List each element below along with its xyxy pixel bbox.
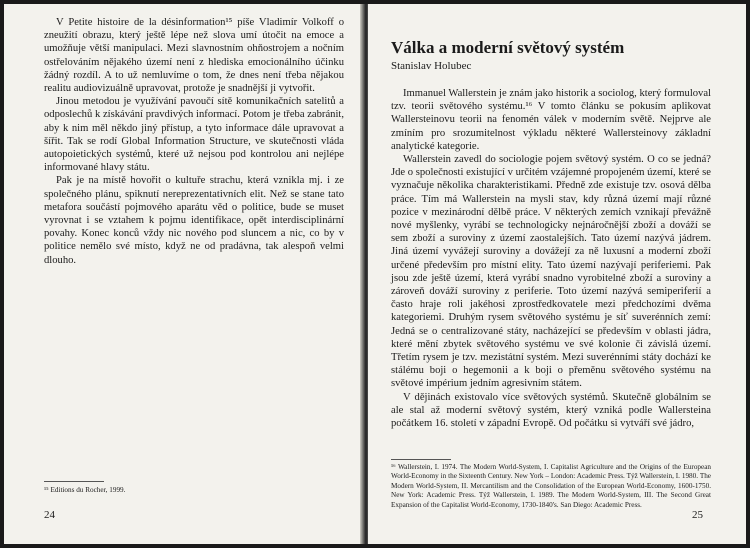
right-footnote-rule	[391, 459, 451, 460]
article-author: Stanislav Holubec	[391, 60, 472, 72]
left-paragraph-3: Pak je na místě hovořit o kultuře strachu, která vznikla mj. i ze společného plánu, spiknutí nereprezentativních elit. Než se stane tato metafora součástí pojmového aparátu věd o politice, bude se muset vyrovnat i se vztahem k pojmu identifikace, opět interdisciplinární povahy. Konec konců vždy nic nového pod sluncem a nic, co by v politice nemělo své místo, když ne od pradávna, tak alespoň velmi dlouho.	[44, 175, 344, 266]
right-paragraph-3: V dějinách existovalo více světových systémů. Skutečně globálním se ale stal až moderní světový systém, který vzniká podle Wallersteina počátkem 16. století v západní Evropě. Od počátku si vytváří své jádro,	[391, 391, 711, 430]
left-paragraph-2: Jinou metodou je využívání pavoučí sítě komunikačních satelitů a odposlechů k získávání pravdivých informací. Potom je třeba zabránit, aby k nim měl někdo jiný přístup, a tyto informace dále upravovat a šířit. Tak se rodí Global Information Structure, ve skutečnosti vláda autopoietických systémů, které už nejsou pod kontrolou ani nejlépe informované hlavy státu.	[44, 96, 344, 174]
right-page-number: 25	[692, 509, 703, 521]
left-page-number: 24	[44, 509, 55, 521]
right-page	[368, 4, 746, 544]
right-body-text	[391, 87, 711, 430]
left-paragraph-1: V Petite histoire de la désinformation¹⁵ píše Vladimír Volkoff o zneužití obrazu, který ještě lépe než slova umí útočit na emoce a umožňuje větší manipulaci. Mezi slavnostním ohňostrojem a nočním ostřelováním nějakého území není z hlediska emocionálního účinku žádný rozdíl. A to už nemluvíme o tom, že dnes není třeba nějakou realitu audiovizuálně upravovat, protože je snadnější ji vytvořit.	[44, 17, 344, 95]
left-footnote-rule	[44, 481, 104, 482]
article-title: Válka a moderní světový systém	[391, 38, 625, 57]
left-body-text	[44, 16, 344, 267]
left-footnote: ¹⁵ Editions du Rocher, 1999.	[44, 486, 126, 494]
left-page	[4, 4, 364, 544]
right-paragraph-1: Immanuel Wallerstein je znám jako historik a sociolog, který formuloval tzv. teorii světového systému.¹⁶ V tomto článku se pokusím aplikovat Wallersteinovu teorii na fenomén válek v moderním světě. Nejprve ale zmíním pro srozumitelnost výkladu některé Wallersteinovy základní analytické kategorie.	[391, 88, 711, 152]
right-paragraph-2: Wallerstein zavedl do sociologie pojem světový systém. O co se jedná? Jde o společnosti existující v určitém vzájemné propojeném území, které se vyznačuje několika charakteristikami. Předně zde existuje tzv. osová dělba práce. Tím má Wallerstein na mysli stav, kdy různá území mají různé pozice v mezinárodní dělbě práce. V některých zemích vznikají převážně nové myšlenky, vyrábí se technologicky nejnáročnější zboží a dováží se sem zboží a suroviny z území zaostalejších. Tato území nazývá jádrem. Jiná území vyvážejí suroviny a dovážejí za ně luxusní a moderní zboží určené především pro místní elity. Tato území nazývají periferiemi. Pak jsou zde ještě území, která vyrábí snadno vyrobitelné zboží a suroviny a zároveň dováží suroviny z periferie. Toto území nazývá semiperiferií a často hraje roli jakéhosi zprostředkovatele mezi předchozími dvěma kategoriemi. Druhým rysem světového systému je síť suverénních zemí: Jedná se o centralizované státy, nacházející se především v oblasti jádra, které mění zbytek světového systému ve své kolonie či závislá území. Třetím rysem je tzv. mezistátní systém. Mezi suverénními státy dochází ke stálému boji o hegemonii a k boji o přeměnu světového systému na světové impérium jedním agresivním státem.	[391, 154, 711, 390]
right-footnote: ¹⁶ Wallerstein, I. 1974. The Modern World-System, I. Capitalist Agriculture and the Origins of the European World-Economy in the Sixteenth Century. New York – London: Academic Press. Týž Wallerstein, I. 1980. The Modern World-System, II. Mercantilism and the Consolidation of the European World-Economy, 1600-1750. New York: Academic Press. Týž Wallerstein, I. 1989. The Modern World-System, III. The Second Great Expansion of the Capitalist World-Economy, 1730-1840's. San Diego: Academic Press.	[391, 463, 711, 509]
